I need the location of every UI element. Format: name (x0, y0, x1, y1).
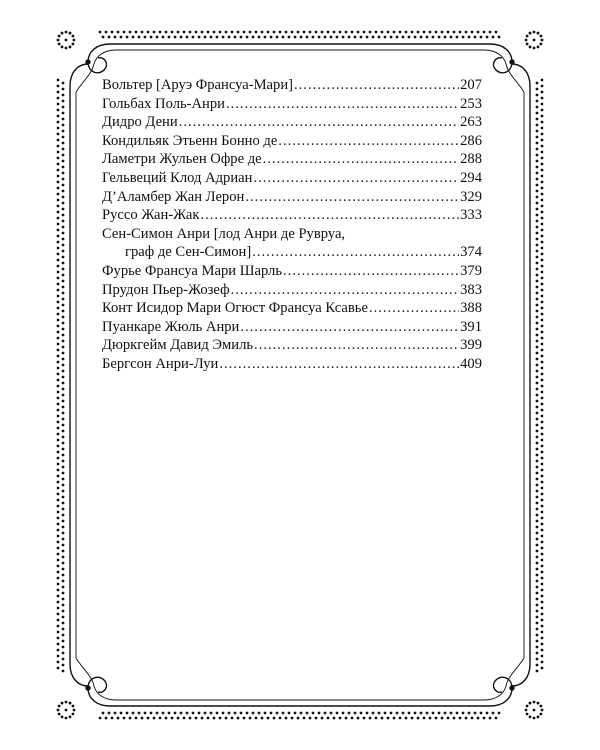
toc-entry (102, 113, 482, 132)
toc-entry (102, 225, 482, 244)
toc-page-number: 333 (460, 207, 482, 224)
toc-entry (102, 336, 482, 355)
table-of-contents (102, 76, 482, 374)
dot-leader (200, 206, 459, 225)
dot-leader (240, 318, 459, 337)
toc-entry-title: Сен-Симон Анри [лод Анри де Рувруа, (102, 225, 346, 242)
toc-page-number: 207 (460, 77, 482, 93)
toc-page-number: 399 (460, 337, 482, 354)
dot-leader (252, 243, 459, 262)
toc-entry (102, 76, 482, 95)
toc-entry-title: Ламетри Жульен Офре де (102, 151, 262, 168)
toc-page-number: 253 (460, 95, 482, 112)
toc-page-number: 383 (460, 281, 482, 298)
toc-entry-title: Дюркгейм Давид Эмиль (102, 337, 254, 354)
toc-entry (102, 318, 482, 337)
corner-ornament-bottom-right (484, 658, 530, 706)
toc-entry-title-continued: граф де Сен-Симон] (125, 244, 252, 261)
dot-leader (226, 95, 459, 114)
toc-entry-title: Прудон Пьер-Жозеф (102, 281, 230, 298)
toc-entry (102, 299, 482, 318)
toc-entry-title: Вольтер [Аруэ Франсуа-Мари] (102, 77, 293, 93)
toc-page-number: 379 (460, 262, 482, 279)
dot-leader (179, 113, 459, 132)
toc-entry (102, 150, 482, 169)
dot-leader (369, 299, 459, 318)
dot-leader (254, 336, 459, 355)
toc-page-number: 374 (460, 244, 482, 261)
toc-entry-continuation (102, 243, 482, 262)
dot-leader (219, 355, 459, 374)
corner-ornament-bottom-left (70, 658, 116, 706)
dot-leader (231, 281, 460, 300)
toc-entry-title: Гольбах Поль-Анри (102, 95, 225, 112)
dot-leader (253, 169, 459, 188)
corner-ornament-top-right (484, 44, 530, 92)
toc-entry-title: Дидро Дени (102, 114, 178, 131)
toc-entry-title: Кондильяк Этьенн Бонно де (102, 132, 278, 149)
toc-entry (102, 169, 482, 188)
toc-page-number: 286 (460, 132, 482, 149)
toc-entry (102, 355, 482, 374)
dot-leader (245, 188, 459, 207)
toc-entry-title: Фурье Франсуа Мари Шарль (102, 262, 282, 279)
toc-entry-title: Д’Аламбер Жан Лерон (102, 188, 245, 205)
toc-entry (102, 188, 482, 207)
toc-entry-title: Конт Исидор Мари Огюст Франсуа Ксавье (102, 300, 368, 317)
toc-page-number: 263 (460, 114, 482, 131)
toc-entry (102, 206, 482, 225)
toc-entry-title: Руссо Жан-Жак (102, 207, 200, 224)
toc-page-number: 388 (460, 300, 482, 317)
toc-page-number: 294 (460, 169, 482, 186)
toc-entry (102, 95, 482, 114)
dot-leader (294, 76, 459, 95)
dot-leader (263, 150, 459, 169)
toc-entry (102, 262, 482, 281)
toc-page-number: 288 (460, 151, 482, 168)
toc-entry (102, 281, 482, 300)
toc-page-number: 409 (460, 355, 482, 372)
toc-page-number: 391 (460, 318, 482, 335)
toc-entry-title: Пуанкаре Жюль Анри (102, 318, 240, 335)
dot-leader (278, 132, 459, 151)
toc-entry-title: Бергсон Анри-Луи (102, 355, 219, 372)
dot-leader (283, 262, 459, 281)
toc-entry (102, 132, 482, 151)
toc-page-number: 329 (460, 188, 482, 205)
toc-entry-title: Гельвеций Клод Адриан (102, 169, 253, 186)
